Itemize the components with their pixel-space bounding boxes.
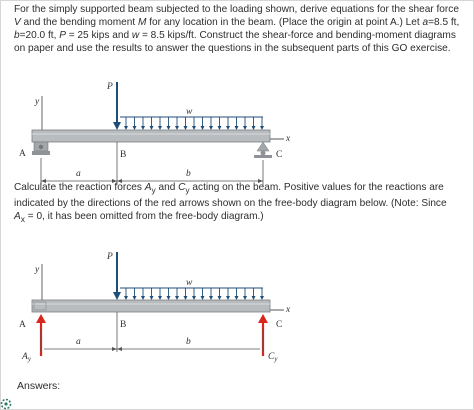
distributed-load xyxy=(120,288,264,300)
load-arrowhead xyxy=(201,296,205,300)
load-arrowhead xyxy=(235,296,239,300)
load-arrowhead xyxy=(209,296,213,300)
distributed-load-label: w xyxy=(186,278,193,288)
reaction-cy-label: $C_y$ xyxy=(268,352,278,363)
gear-icon[interactable] xyxy=(0,394,20,410)
x-axis-label: x xyxy=(286,305,291,315)
dimension-a-label: a xyxy=(76,337,81,347)
distributed-load-label: w xyxy=(186,107,193,117)
load-arrowhead xyxy=(192,296,196,300)
dimension-b-label: b xyxy=(186,169,191,179)
y-axis-label: y xyxy=(35,97,40,107)
y-axis-label: y xyxy=(35,265,40,275)
x-axis-label: x xyxy=(286,134,291,144)
reactions-question: Calculate the reaction forces $A_y$ and $C_y$ acting on the beam. Positive values for the reactions are indicated by the directions of the red arrows shown on the free-body diagram below. (Note: Since $A_x = 0$, it has been omitted from the free-body diagram.) xyxy=(14,182,447,225)
answers-label: Answers: xyxy=(17,380,61,392)
reaction-ay-label: $A_y$ xyxy=(22,352,31,363)
load-arrowhead xyxy=(175,296,179,300)
dimension-a xyxy=(44,347,117,351)
dimension-b xyxy=(117,347,260,351)
problem-statement: For the simply supported beam subjected to the loading shown, derive equations for the shear force V and the bending moment M for any location in the beam. (Place the origin at point A.) Let a=8.5 ft, b=20.0 ft, P = 25 kips and w = 8.5 kips/ft. Construct the shear-force and bending-moment diagrams on paper and use the results to answer the questions in the subsequent parts of this GO exercise. xyxy=(14,4,460,55)
load-arrowhead xyxy=(158,296,162,300)
load-arrowhead xyxy=(141,296,145,300)
load-arrowhead xyxy=(124,296,128,300)
load-arrowhead xyxy=(150,296,154,300)
point-b-label: B xyxy=(120,320,127,330)
point-a-label: A xyxy=(19,320,26,330)
point-b-label: B xyxy=(120,150,127,160)
load-arrowhead xyxy=(133,296,137,300)
load-arrowhead xyxy=(226,296,230,300)
point-load-label: P xyxy=(107,252,113,262)
load-arrowhead xyxy=(184,296,188,300)
load-arrowhead xyxy=(167,296,171,300)
dimension-a-label: a xyxy=(76,169,81,179)
beam xyxy=(32,300,270,312)
point-c-label: C xyxy=(276,320,283,330)
point-load-label: P xyxy=(107,82,113,92)
dimension-b-label: b xyxy=(186,337,191,347)
point-c-label: C xyxy=(276,150,283,160)
load-arrowhead xyxy=(218,296,222,300)
point-a-label: A xyxy=(19,149,26,159)
load-arrowhead xyxy=(260,296,264,300)
point-load-arrow xyxy=(113,252,121,300)
load-arrowhead xyxy=(243,296,247,300)
load-arrowhead xyxy=(252,296,256,300)
